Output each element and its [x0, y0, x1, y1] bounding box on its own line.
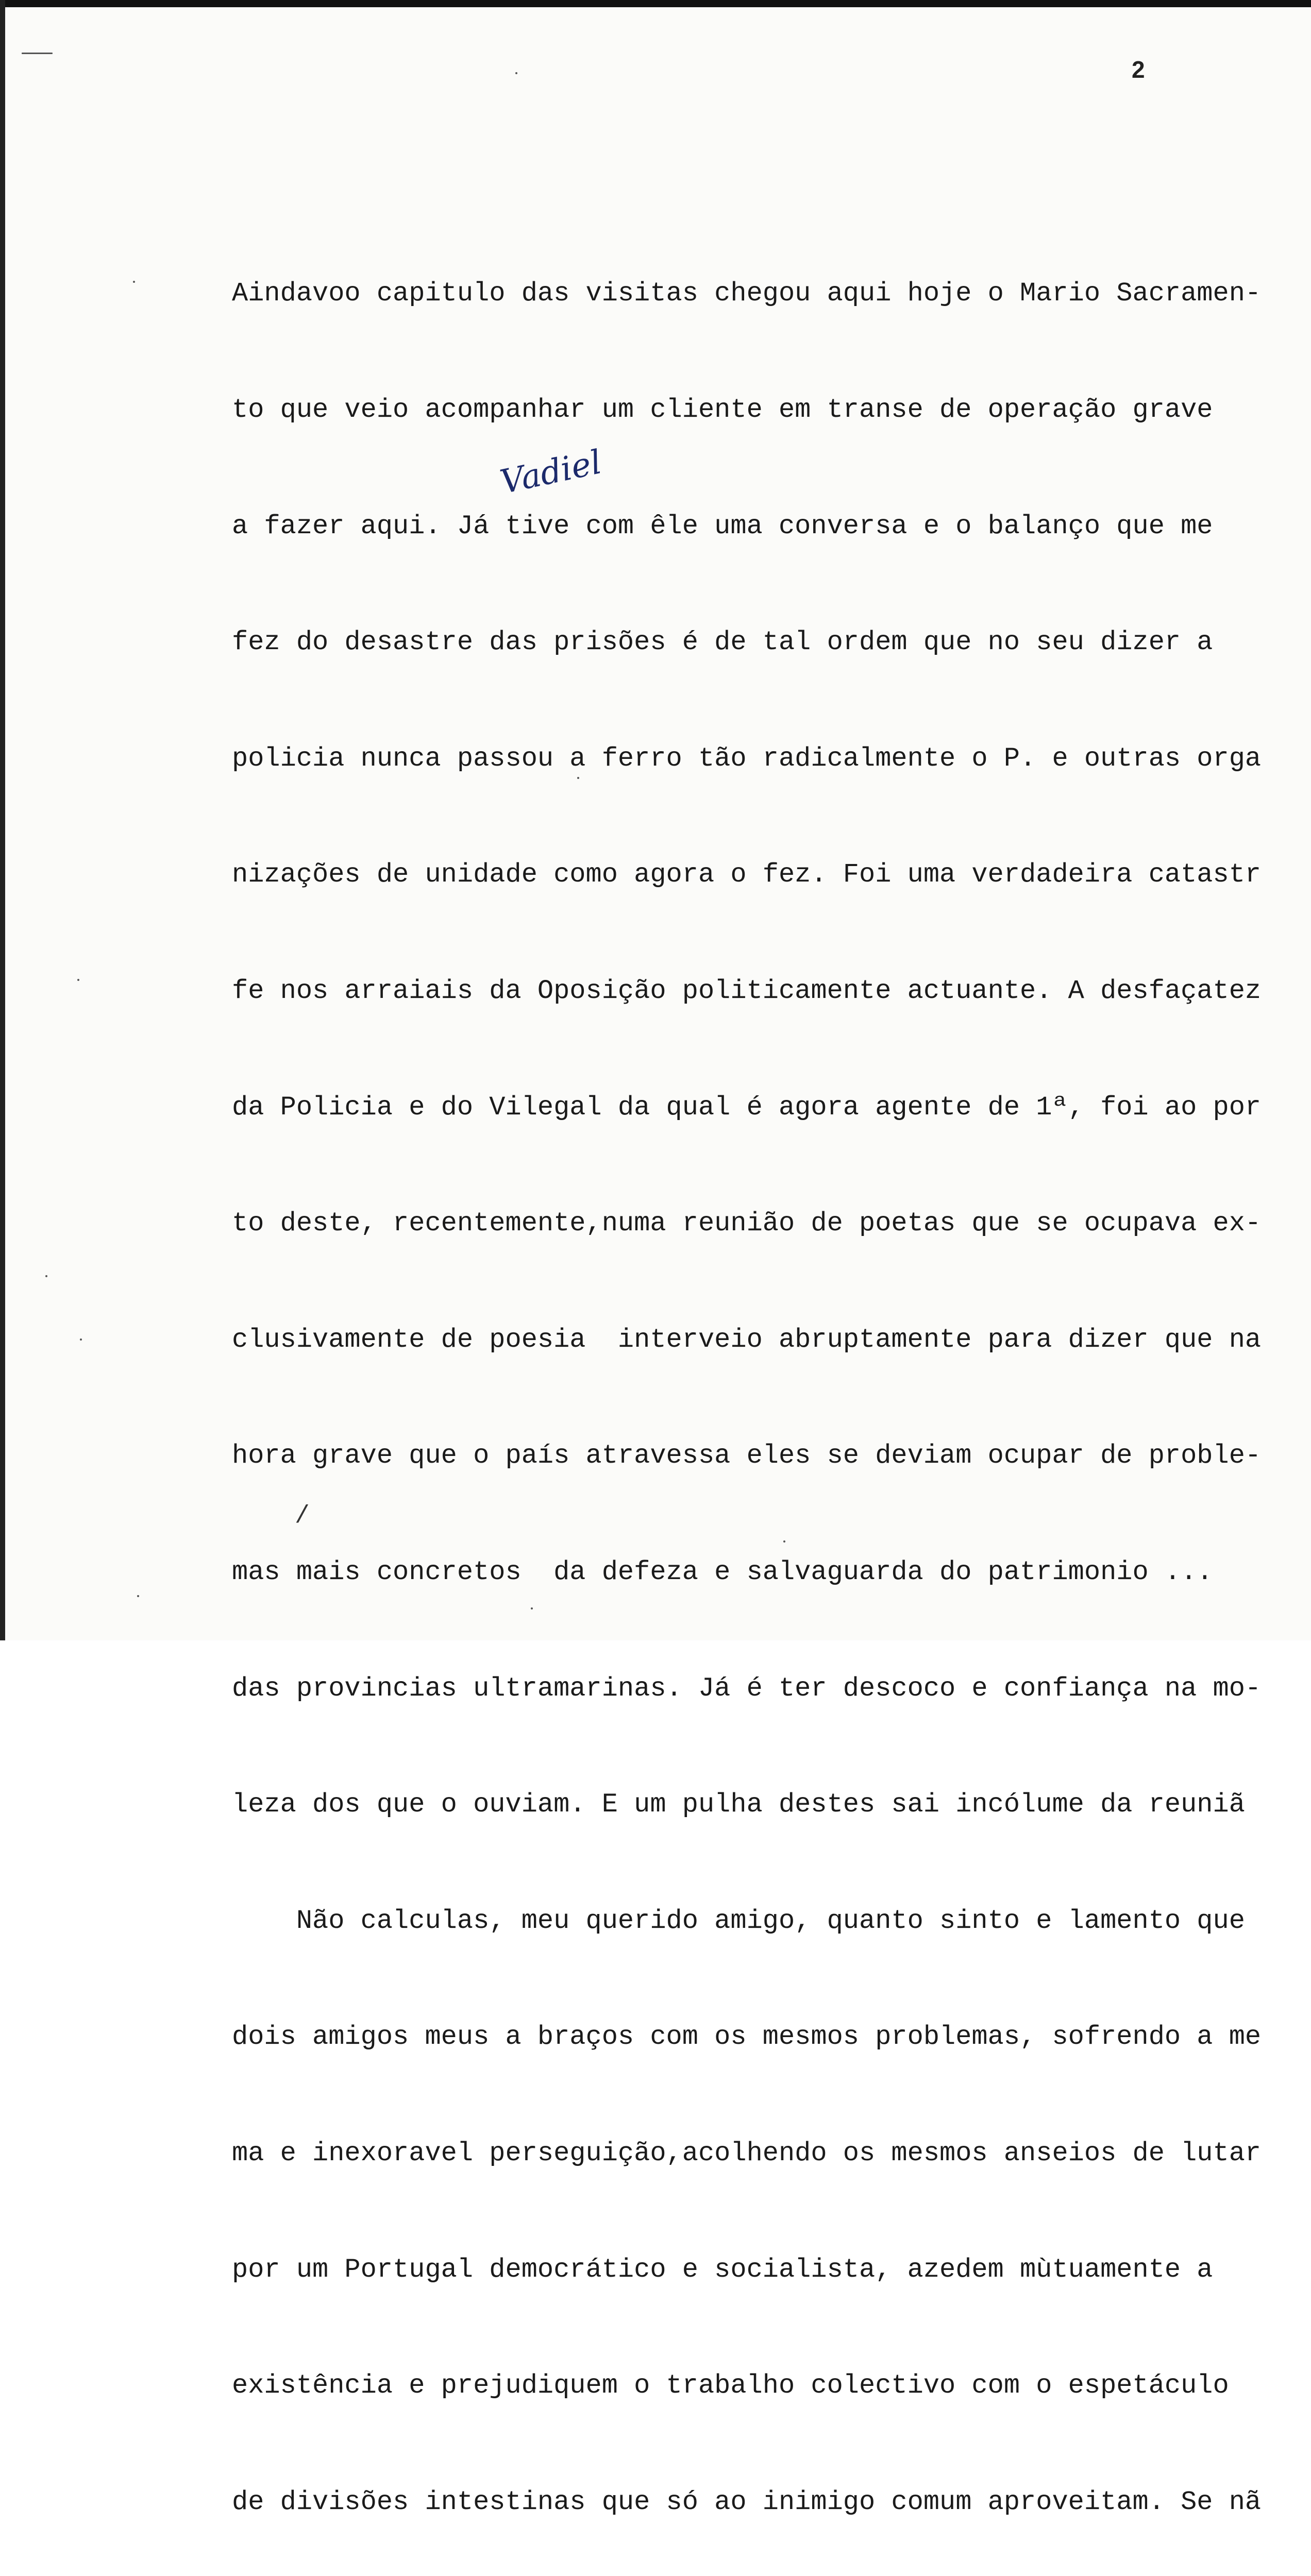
- body-line: leza dos que o ouviam. E um pulha destes sai incólume da reuniã: [232, 1789, 1245, 1820]
- scan-speck: [577, 777, 579, 779]
- body-line: nizações de unidade como agora o fez. Foi uma verdadeira catastr: [232, 859, 1262, 890]
- body-line: policia nunca passou a ferro tão radicalmente o P. e outras orga: [232, 743, 1262, 774]
- scan-speck: [77, 979, 79, 981]
- margin-tick-mark: /: [295, 1502, 310, 1530]
- letter-body: [232, 197, 1262, 2576]
- body-line: to deste, recentemente,numa reunião de poetas que se ocupava ex-: [232, 1208, 1262, 1239]
- page-number: 2: [1132, 56, 1145, 83]
- body-line: das provincias ultramarinas. Já é ter descoco e confiança na mo-: [232, 1673, 1262, 1704]
- scan-speck: [783, 1540, 785, 1543]
- body-line: ma e inexoravel perseguição,acolhendo os mesmos anseios de lutar: [232, 2138, 1262, 2168]
- body-line: a fazer aqui. Já tive com êle uma conversa e o balanço que me: [232, 511, 1213, 541]
- scan-left-edge: [0, 0, 5, 1640]
- body-line: Aindavoo capitulo das visitas chegou aqui hoje o Mario Sacramen-: [232, 278, 1262, 309]
- scan-speck: [137, 1595, 139, 1597]
- body-line: to que veio acompanhar um cliente em transe de operação grave: [232, 395, 1213, 425]
- scan-speck: [531, 1607, 533, 1609]
- body-line: fez do desastre das prisões é de tal ordem que no seu dizer a: [232, 627, 1213, 658]
- body-line: Não calculas, meu querido amigo, quanto sinto e lamento que: [232, 1905, 1245, 1936]
- body-line: da Policia e do Vilegal da qual é agora agente de 1ª, foi ao por: [232, 1092, 1262, 1123]
- body-line: existência e prejudiquem o trabalho colectivo com o espetáculo: [232, 2370, 1229, 2401]
- scan-top-edge: [0, 0, 1311, 7]
- handwritten-correction: Vadiel: [497, 443, 605, 502]
- body-line: de divisões intestinas que só ao inimigo comum aproveitam. Se nã: [232, 2486, 1262, 2517]
- body-line: fe nos arraiais da Oposição politicamente actuante. A desfaçatez: [232, 975, 1262, 1006]
- body-line: clusivamente de poesia interveio abruptamente para dizer que na: [232, 1324, 1262, 1355]
- scan-speck: [133, 281, 135, 283]
- body-line: dois amigos meus a braços com os mesmos problemas, sofrendo a me: [232, 2022, 1262, 2053]
- body-line: mas mais concretos da defeza e salvaguarda do patrimonio ...: [232, 1556, 1229, 1587]
- scan-speck: [80, 1338, 82, 1341]
- scan-speck: [22, 53, 53, 54]
- body-line: hora grave que o país atravessa eles se deviam ocupar de proble-: [232, 1440, 1262, 1471]
- scan-speck: [515, 72, 517, 74]
- scan-speck: [45, 1275, 47, 1277]
- body-line: por um Portugal democrático e socialista, azedem mùtuamente a: [232, 2254, 1229, 2285]
